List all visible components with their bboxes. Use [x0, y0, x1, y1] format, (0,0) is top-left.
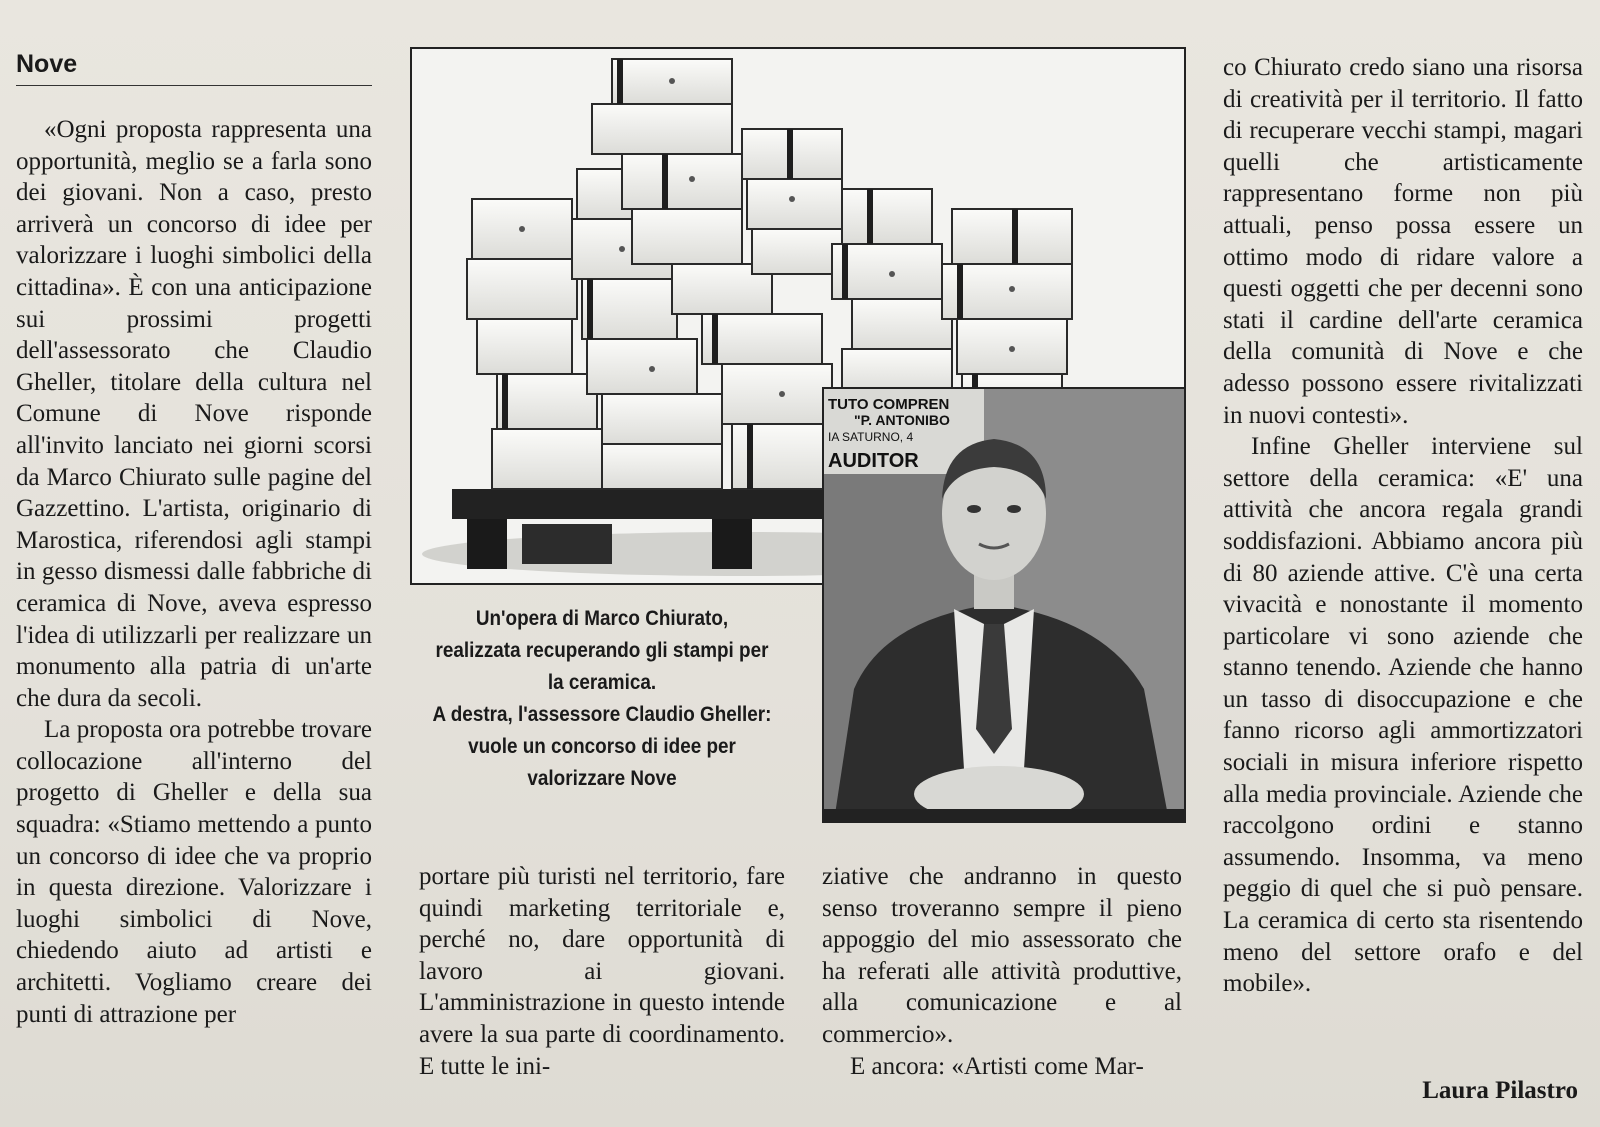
sign-line-4: AUDITOR	[828, 450, 919, 472]
sign-line-2: "P. ANTONIBO	[854, 412, 950, 428]
paragraph: La proposta ora potrebbe trovare collocazione all'interno del progetto di Gheller e della sua squadra: «Stiamo mettendo a punto un concorso di idee che va proprio in questa direzione. Valorizzare i luoghi simbolici di Nove, chiedendo aiuto ad artisti e architetti. Vogliamo creare dei punti di attrazione per	[16, 716, 372, 1028]
caption-line: A destra, l'assessore Claudio Gheller: vuole un concorso di idee per valorizzare Nove	[432, 703, 772, 790]
author-byline: Laura Pilastro	[1422, 1077, 1578, 1104]
paragraph: ziative che andranno in questo senso troveranno sempre il pieno appoggio del mio assessorato che ha referati alle attività produttive, alla comunicazione e al commercio».	[822, 863, 1182, 1048]
cropped-headline	[0, 0, 1600, 4]
sign-line-3: IA SATURNO, 4	[828, 430, 914, 444]
sign-line-1: TUTO COMPREN	[828, 396, 950, 413]
paragraph: Infine Gheller interviene sul settore della ceramica: «E' una attività che ancora regala grandi soddisfazioni. Abbiamo ancora più di 80 aziende attive. C'è una certa vivacità e nonostante il momento particolare vi sono aziende che stanno tenendo. Aziende che hanno un tasso di disoccupazione e che fanno ricorso agli ammortizzatori sociali in misura inferiore rispetto alla media provinciale. Aziende che raccolgono ordini e stanno assumendo. Insomma, va meno peggio di quel che si può pensare. La ceramica di certo sta risentendo meno del settore orafo e del mobile».	[1223, 433, 1583, 998]
photo-caption	[431, 603, 773, 795]
caption-line: Un'opera di Marco Chiurato, realizzata recuperando gli stampi per la ceramica.	[435, 607, 769, 694]
section-label: Nove	[16, 47, 372, 86]
article-column-2	[419, 861, 785, 1082]
paragraph: «Ogni proposta rappresenta una opportunità, meglio se a farla sono dei giovani. Non a caso, presto arriverà un concorso di idee per valorizzare i luoghi simbolici della cittadina». È con una anticipazione sui prossimi progetti dell'assessorato che Claudio Gheller, titolare della cultura nel Comune di Nove risponde all'invito lanciato nei giorni scorsi da Marco Chiurato sulle pagine del Gazzettino. L'artista, originario di Marostica, riferendosi agli stampi in gesso dismessi dalle fabbriche di ceramica di Nove, aveva espresso l'idea di utilizzarli per realizzare un monumento alla patria di un'arte che dura da secoli.	[16, 116, 372, 712]
article-column-1	[16, 114, 372, 1030]
paragraph: E ancora: «Artisti come Mar-	[850, 1052, 1144, 1080]
article-column-4	[1223, 52, 1583, 1000]
article-column-3	[822, 861, 1182, 1082]
paragraph: co Chiurato credo siano una risorsa di creatività per il territorio. Il fatto di recuperare vecchi stampi, magari quelli che artisticamente rappresentano forme non più attuali, penso possa essere un ottimo modo di ridare valore a questi oggetti che per decenni sono stati il cardine dell'arte ceramica della comunità di Nove e che adesso possono essere rivitalizzati in nuovi contesti».	[1223, 54, 1583, 429]
portrait-photo	[822, 387, 1186, 823]
portrait-image	[824, 389, 1184, 821]
paragraph: portare più turisti nel territorio, fare quindi marketing territoriale e, perché no, dare opportunità di lavoro ai giovani. L'amministrazione in questo intende avere la sua parte di coordinamento. E tutte le ini-	[419, 863, 785, 1080]
